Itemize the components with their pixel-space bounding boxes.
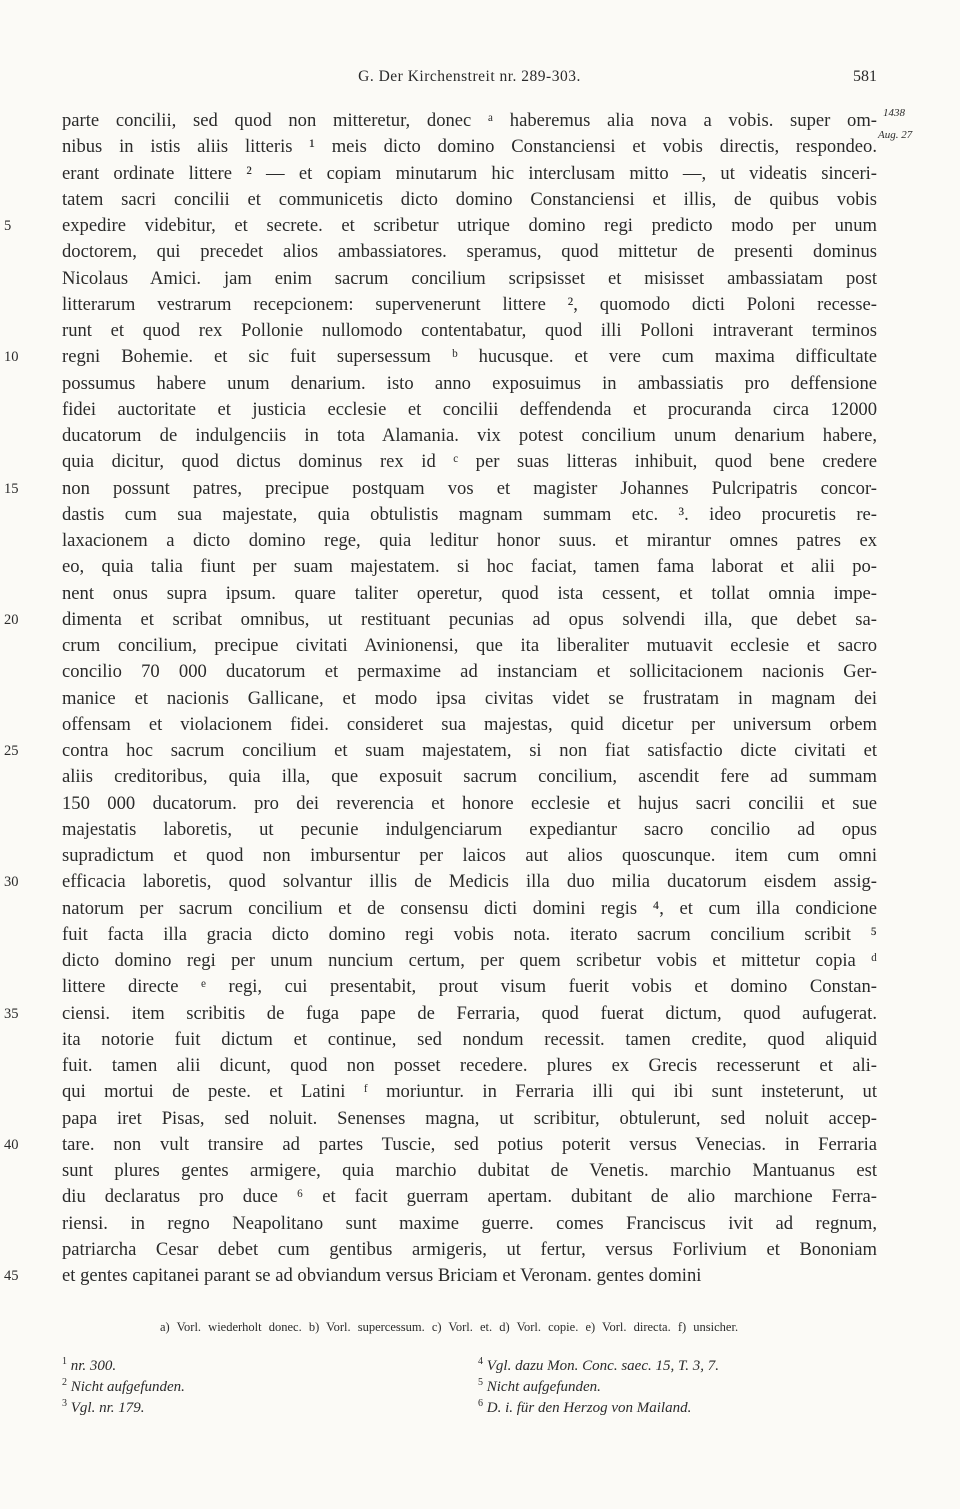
- line-text: non possunt patres, precipue postquam vos et magister Johannes Pulcripatris concor-: [62, 477, 877, 499]
- line-text: concilio 70 000 ducatorum et permaxime ad instanciam et sollicitacionem nacionis Ger-: [62, 661, 877, 683]
- line-number: 40: [4, 1136, 19, 1153]
- footnote-mark: 3: [62, 1398, 67, 1409]
- footnote-mark: 6: [478, 1398, 483, 1409]
- running-header: [62, 68, 877, 92]
- text-line: [62, 764, 877, 790]
- text-line: [62, 581, 877, 607]
- text-line: [62, 1079, 877, 1105]
- text-line: [62, 554, 877, 580]
- footnote-text: D. i. für den Herzog von Mailand.: [486, 1400, 692, 1416]
- text-line: [62, 712, 877, 738]
- text-line: [4, 213, 877, 239]
- line-text: possumus habere unum denarium. isto anno exposuimus in ambassiatis pro deffensione: [62, 372, 877, 394]
- line-text: offensam et violacionem fidei. consideret sua majestas, quid dicetur per universum orbem: [62, 713, 877, 735]
- line-text: qui mortui de peste. et Latini ᶠ moriuntur. in Ferraria illi qui ibi sunt insteterunt, ut: [62, 1081, 877, 1103]
- text-line: [62, 633, 877, 659]
- footnote: [478, 1377, 601, 1398]
- line-text: nibus in istis aliis litteris ¹ meis dicto domino Constanciensi et vobis directis, respondeo.: [62, 136, 877, 158]
- text-line: [62, 843, 877, 869]
- text-line: [62, 239, 877, 265]
- footnote: [62, 1377, 185, 1398]
- line-text: fidei auctoritate et justicia ecclesie et concilii deffendenda et procuranda circa 12000: [62, 398, 877, 420]
- footnote-text: Nicht aufgefunden.: [486, 1379, 601, 1395]
- footnote-mark: 5: [478, 1377, 483, 1388]
- line-text: laxacionem a dicto domino rege, quia leditur honor suus. et mirantur omnes patres ex: [62, 530, 877, 551]
- text-line: [4, 869, 877, 895]
- text-line: [62, 922, 877, 948]
- margin-date: [878, 102, 913, 146]
- line-text: nent onus supra ipsum. quare taliter operetur, quod ista cessent, et tollat omnia impe-: [62, 582, 877, 604]
- line-text: expedire videbitur, et secrete. et scribetur utrique domino regi predicto modo per unum: [62, 215, 877, 236]
- textual-notes: a) Vorl. wiederholt donec. b) Vorl. supercessum. c) Vorl. et. d) Vorl. copie. e) Vorl. directa. f) unsicher.: [160, 1320, 739, 1334]
- text-line: [4, 1001, 877, 1027]
- text-line: [62, 187, 877, 213]
- text-line: [62, 134, 877, 160]
- line-text: supradictum et quod non imbursentur per laicos aut alios quoscunque. item cum omni: [62, 845, 877, 866]
- text-line: [62, 1158, 877, 1184]
- footnote-mark: 4: [478, 1356, 483, 1367]
- footnote-mark: 1: [62, 1356, 67, 1367]
- line-text: contra hoc sacrum concilium et suam majestatem, si non fiat satisfactio dicte civitati et: [62, 740, 877, 761]
- footnote-mark: 2: [62, 1377, 67, 1388]
- line-text: riensi. in regno Neapolitano sunt maxime guerre. comes Franciscus ivit ad regnum,: [62, 1212, 877, 1234]
- line-text: dicto domino regi per unum nuncium certum, per quem scribetur vobis et mittetur copia ᵈ: [62, 950, 877, 971]
- footnote-text: nr. 300.: [70, 1358, 117, 1374]
- line-text: sunt plures gentes armigere, quia marchio dubitat de Venetis. marchio Mantuanus est: [62, 1160, 877, 1181]
- text-line: [62, 817, 877, 843]
- text-line: [4, 476, 877, 502]
- text-line: [4, 344, 877, 370]
- text-line: [4, 738, 877, 764]
- footnote-text: Nicht aufgefunden.: [70, 1379, 185, 1395]
- footnote: [62, 1398, 145, 1419]
- line-text: regni Bohemie. et sic fuit supersessum ᵇ hucusque. et vere cum maxima difficultate: [62, 346, 877, 368]
- text-line: [4, 1132, 877, 1158]
- line-text: eo, quia talia fiunt per suam majestatem. si hoc faciat, tamen fama laborat et alii po-: [62, 556, 877, 578]
- text-line: [62, 1184, 877, 1210]
- line-text: doctorem, qui precedet alios ambassiatores. speramus, quod mittetur de presenti dominus: [62, 241, 877, 263]
- line-text: litterarum vestrarum recepcionem: supervenerunt littere ², quomodo dicti Poloni recesse-: [62, 293, 877, 315]
- line-number: 20: [4, 611, 19, 628]
- text-line: [62, 318, 877, 344]
- margin-date-day: Aug. 27: [878, 129, 913, 141]
- text-line: [62, 659, 877, 685]
- footnote-text: Vgl. dazu Mon. Conc. saec. 15, T. 3, 7.: [486, 1358, 719, 1374]
- line-number: 5: [4, 218, 12, 234]
- line-text: manice et nacionis Gallicane, et modo ipsa civitas videt se frustratam in magnam dei: [62, 687, 877, 709]
- text-line: [4, 1263, 877, 1289]
- running-title: G. Der Kirchenstreit nr. 289-303.: [358, 68, 581, 85]
- line-text: dimenta et scribat omnibus, ut restituant pecunias ad opus solvendi illa, que debet sa-: [62, 608, 877, 630]
- main-text: [4, 108, 877, 1289]
- line-text: littere directe ᵉ regi, cui presentabit, prout visum fuerit vobis et domino Constan-: [62, 976, 877, 998]
- text-line: [62, 974, 877, 1000]
- text-line: [62, 948, 877, 974]
- line-text: runt et quod rex Pollonie nullomodo contentabatur, quod illi Polloni intraverant terminos: [62, 320, 877, 341]
- page-number: 581: [853, 68, 877, 85]
- line-text: natorum per sacrum concilium et de consensu dicti domini regis ⁴, et cum illa condicione: [62, 897, 877, 919]
- line-text: tare. non vult transire ad partes Tuscie, sed potius poterit versus Venecias. in Ferraria: [62, 1133, 877, 1155]
- line-number: 30: [4, 874, 19, 891]
- line-text: ita notorie fuit dictum et continue, sed nondum recessit. tamen credite, quod aliquid: [62, 1028, 877, 1050]
- line-number: 35: [4, 1005, 19, 1022]
- line-text: quia dicitur, quod dictus dominus rex id ᶜ per suas litteras inhibuit, quod bene credere: [62, 451, 877, 473]
- footnote-text: Vgl. nr. 179.: [70, 1400, 145, 1416]
- line-text: ciensi. item scribitis de fuga pape de Ferraria, quod fuerat dictum, quod aufugerat.: [62, 1002, 877, 1024]
- line-text: majestatis laboretis, ut pecunie indulgenciarum expediantur sacro concilio ad opus: [62, 818, 877, 840]
- text-line: [62, 1237, 877, 1263]
- line-text: parte concilii, sed quod non mitteretur, donec ᵃ haberemus alia nova a vobis. super om-: [62, 110, 877, 131]
- line-text: tatem sacri concilii et communicetis dicto domino Constanciensi et illis, de quibus vobis: [62, 188, 877, 210]
- footnote: [478, 1398, 691, 1419]
- text-line: [62, 1106, 877, 1132]
- margin-date-year: 1438: [883, 107, 905, 119]
- text-line: [62, 449, 877, 475]
- text-line: [62, 1027, 877, 1053]
- line-number: 25: [4, 743, 19, 759]
- line-text: fuit. tamen alii dicunt, quod non posset recedere. plures ex Grecis recesserunt et ali-: [62, 1055, 877, 1076]
- text-line: [62, 397, 877, 423]
- text-line: [62, 266, 877, 292]
- line-text: 150 000 ducatorum. pro dei reverencia et honore ecclesie et hujus sacri concilii et sue: [62, 792, 877, 814]
- line-text: crum concilium, precipue civitati Avinionensi, que ita liberaliter mutuavit ecclesie et sacro: [62, 635, 877, 656]
- text-line: [62, 292, 877, 318]
- footnote: [478, 1356, 719, 1377]
- line-number: 15: [4, 480, 19, 497]
- line-number: 10: [4, 349, 19, 366]
- text-line: [62, 896, 877, 922]
- text-line: [62, 1211, 877, 1237]
- text-line: [4, 607, 877, 633]
- line-text: fuit facta illa gracia dicto domino regi vobis nota. iterato sacrum concilium scribit ⁵: [62, 923, 877, 945]
- line-number: 45: [4, 1268, 19, 1284]
- line-text: efficacia laboretis, quod solvantur illis de Medicis illa duo milia ducatorum eisdem assig-: [62, 871, 877, 893]
- footnote: [62, 1356, 116, 1377]
- text-line: [62, 371, 877, 397]
- text-line: [62, 161, 877, 187]
- text-line: [62, 423, 877, 449]
- line-text: ducatorum de indulgenciis in tota Alamania. vix potest concilium unum denarium habere,: [62, 425, 877, 446]
- text-line: [62, 528, 877, 554]
- text-line: [62, 1053, 877, 1079]
- text-line: [62, 686, 877, 712]
- text-line: [62, 108, 877, 134]
- text-line: [62, 502, 877, 528]
- line-text: aliis creditoribus, quia illa, que exposuit sacrum concilium, ascendit fere ad summam: [62, 766, 877, 788]
- line-text: diu declaratus pro duce ⁶ et facit guerram apertam. dubitant de alio marchione Ferra-: [62, 1186, 877, 1208]
- line-text: dastis cum sua majestate, quia obtulistis magnam summam etc. ³. ideo procuretis re-: [62, 503, 877, 525]
- line-text: erant ordinate littere ² — et copiam minutarum hic interclusam mitto —, ut videatis sinceri-: [62, 162, 877, 184]
- line-text: patriarcha Cesar debet cum gentibus armigeris, ut fertur, versus Forlivium et Bononiam: [62, 1238, 877, 1260]
- line-text: papa iret Pisas, sed noluit. Senenses magna, ut scribitur, obtulerunt, sed noluit accep-: [62, 1107, 877, 1129]
- text-line: [62, 791, 877, 817]
- line-text: et gentes capitanei parant se ad obviandum versus Briciam et Veronam. gentes domini: [62, 1265, 702, 1286]
- line-text: Nicolaus Amici. jam enim sacrum concilium scripsisset et misisset ambassiatam post: [62, 267, 877, 289]
